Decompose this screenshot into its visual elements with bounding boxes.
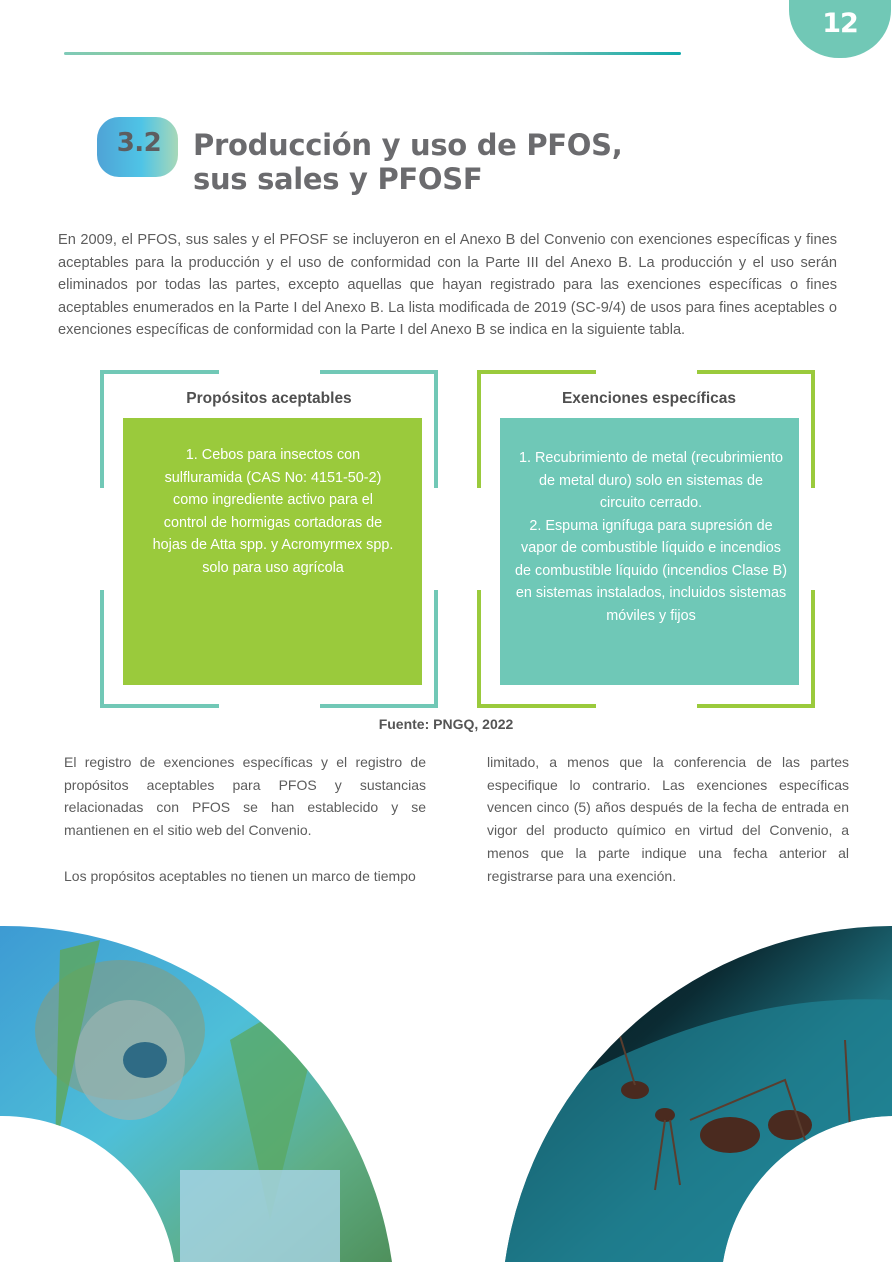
section-title-line2: sus sales y PFOSF (193, 162, 483, 196)
frame-corner-top-right-h (697, 370, 815, 374)
body-paragraph: El registro de exenciones específicas y el registro de propósitos aceptables para PFOS y sustancias relacionadas con PFOS se han establecido y se mantienen en el sitio web del Convenio. (64, 754, 426, 839)
frame-corner-bottom-right-h (320, 704, 438, 708)
body-paragraph: limitado, a menos que la conferencia de las partes especifique lo contrario. Las exenciones específicas vencen cinco (5) años después de la fecha de entrada en vigor del producto químico en virtud del Convenio, a menos que la parte indique una fecha anterior al registrarse para una exención. (487, 754, 849, 884)
respirator-shape (123, 1042, 167, 1078)
frame-corner-top-left-v (100, 370, 104, 488)
frame-corner-top-left-h (477, 370, 596, 374)
frame-corner-bottom-left-v (100, 590, 104, 708)
acceptable-purposes-title: Propósitos aceptables (186, 390, 352, 407)
frame-corner-bottom-left-v (477, 590, 481, 708)
frame-corner-bottom-left-h (477, 704, 596, 708)
frame-corner-bottom-right-h (697, 704, 815, 708)
body-left-column (64, 751, 426, 887)
frame-corner-top-left-h (100, 370, 219, 374)
table-source: Fuente: PNGQ, 2022 (378, 716, 514, 732)
frame-corner-bottom-right-v (811, 590, 815, 708)
page-number: 12 (822, 8, 858, 39)
frame-corner-bottom-right-v (434, 590, 438, 708)
section-title (193, 128, 622, 196)
acceptable-purpose-item: 1. Cebos para insectos con sulfluramida (CAS No: 4151-50-2) como ingrediente activo para el control de hormigas cortadoras de hojas de Atta spp. y Acromyrmex spp. solo para uso agrícola (152, 447, 394, 576)
frame-corner-top-right-h (320, 370, 438, 374)
specific-exemptions-list (515, 447, 787, 627)
lab-coat-shape (180, 1170, 340, 1262)
scientist-photo (0, 920, 400, 1262)
body-right-column (487, 751, 849, 887)
header-divider (64, 52, 681, 55)
surface-shape (505, 999, 892, 1262)
frame-corner-top-right-v (811, 370, 815, 488)
section-number: 3.2 (116, 128, 162, 158)
section-title-line1: Producción y uso de PFOS, (193, 128, 623, 162)
frame-corner-top-left-v (477, 370, 481, 488)
body-paragraph: Los propósitos aceptables no tienen un marco de tiempo (64, 867, 416, 884)
intro-paragraph: En 2009, el PFOS, sus sales y el PFOSF se incluyeron en el Anexo B del Convenio con exenciones específicas y fines aceptables para la producción y el uso de conformidad con la Parte III del Anexo B. La producción y el uso serán eliminados por todas las partes, excepto aquellas que hayan registrado para las exenciones específicas o fines aceptables enumerados en la Parte I del Anexo B. La lista modificada de 2019 (SC-9/4) de usos para fines aceptables o exenciones específicas de conformidad con la Parte I del Anexo B se indica en la siguiente tabla. (58, 232, 837, 339)
ant-photo (505, 920, 892, 1262)
specific-exemptions-title: Exenciones específicas (561, 390, 737, 407)
specific-exemption-item: 1. Recubrimiento de metal (recubrimiento de metal duro) solo en sistemas de circuito cerrado. (519, 450, 783, 511)
specific-exemption-item: 2. Espuma ignífuga para supresión de vapor de combustible líquido e incendios de combustible líquido (incendios Clase B) en sistemas instalados, incluidos sistemas móviles y fijos (515, 517, 787, 624)
frame-corner-top-right-v (434, 370, 438, 488)
frame-corner-bottom-left-h (100, 704, 219, 708)
